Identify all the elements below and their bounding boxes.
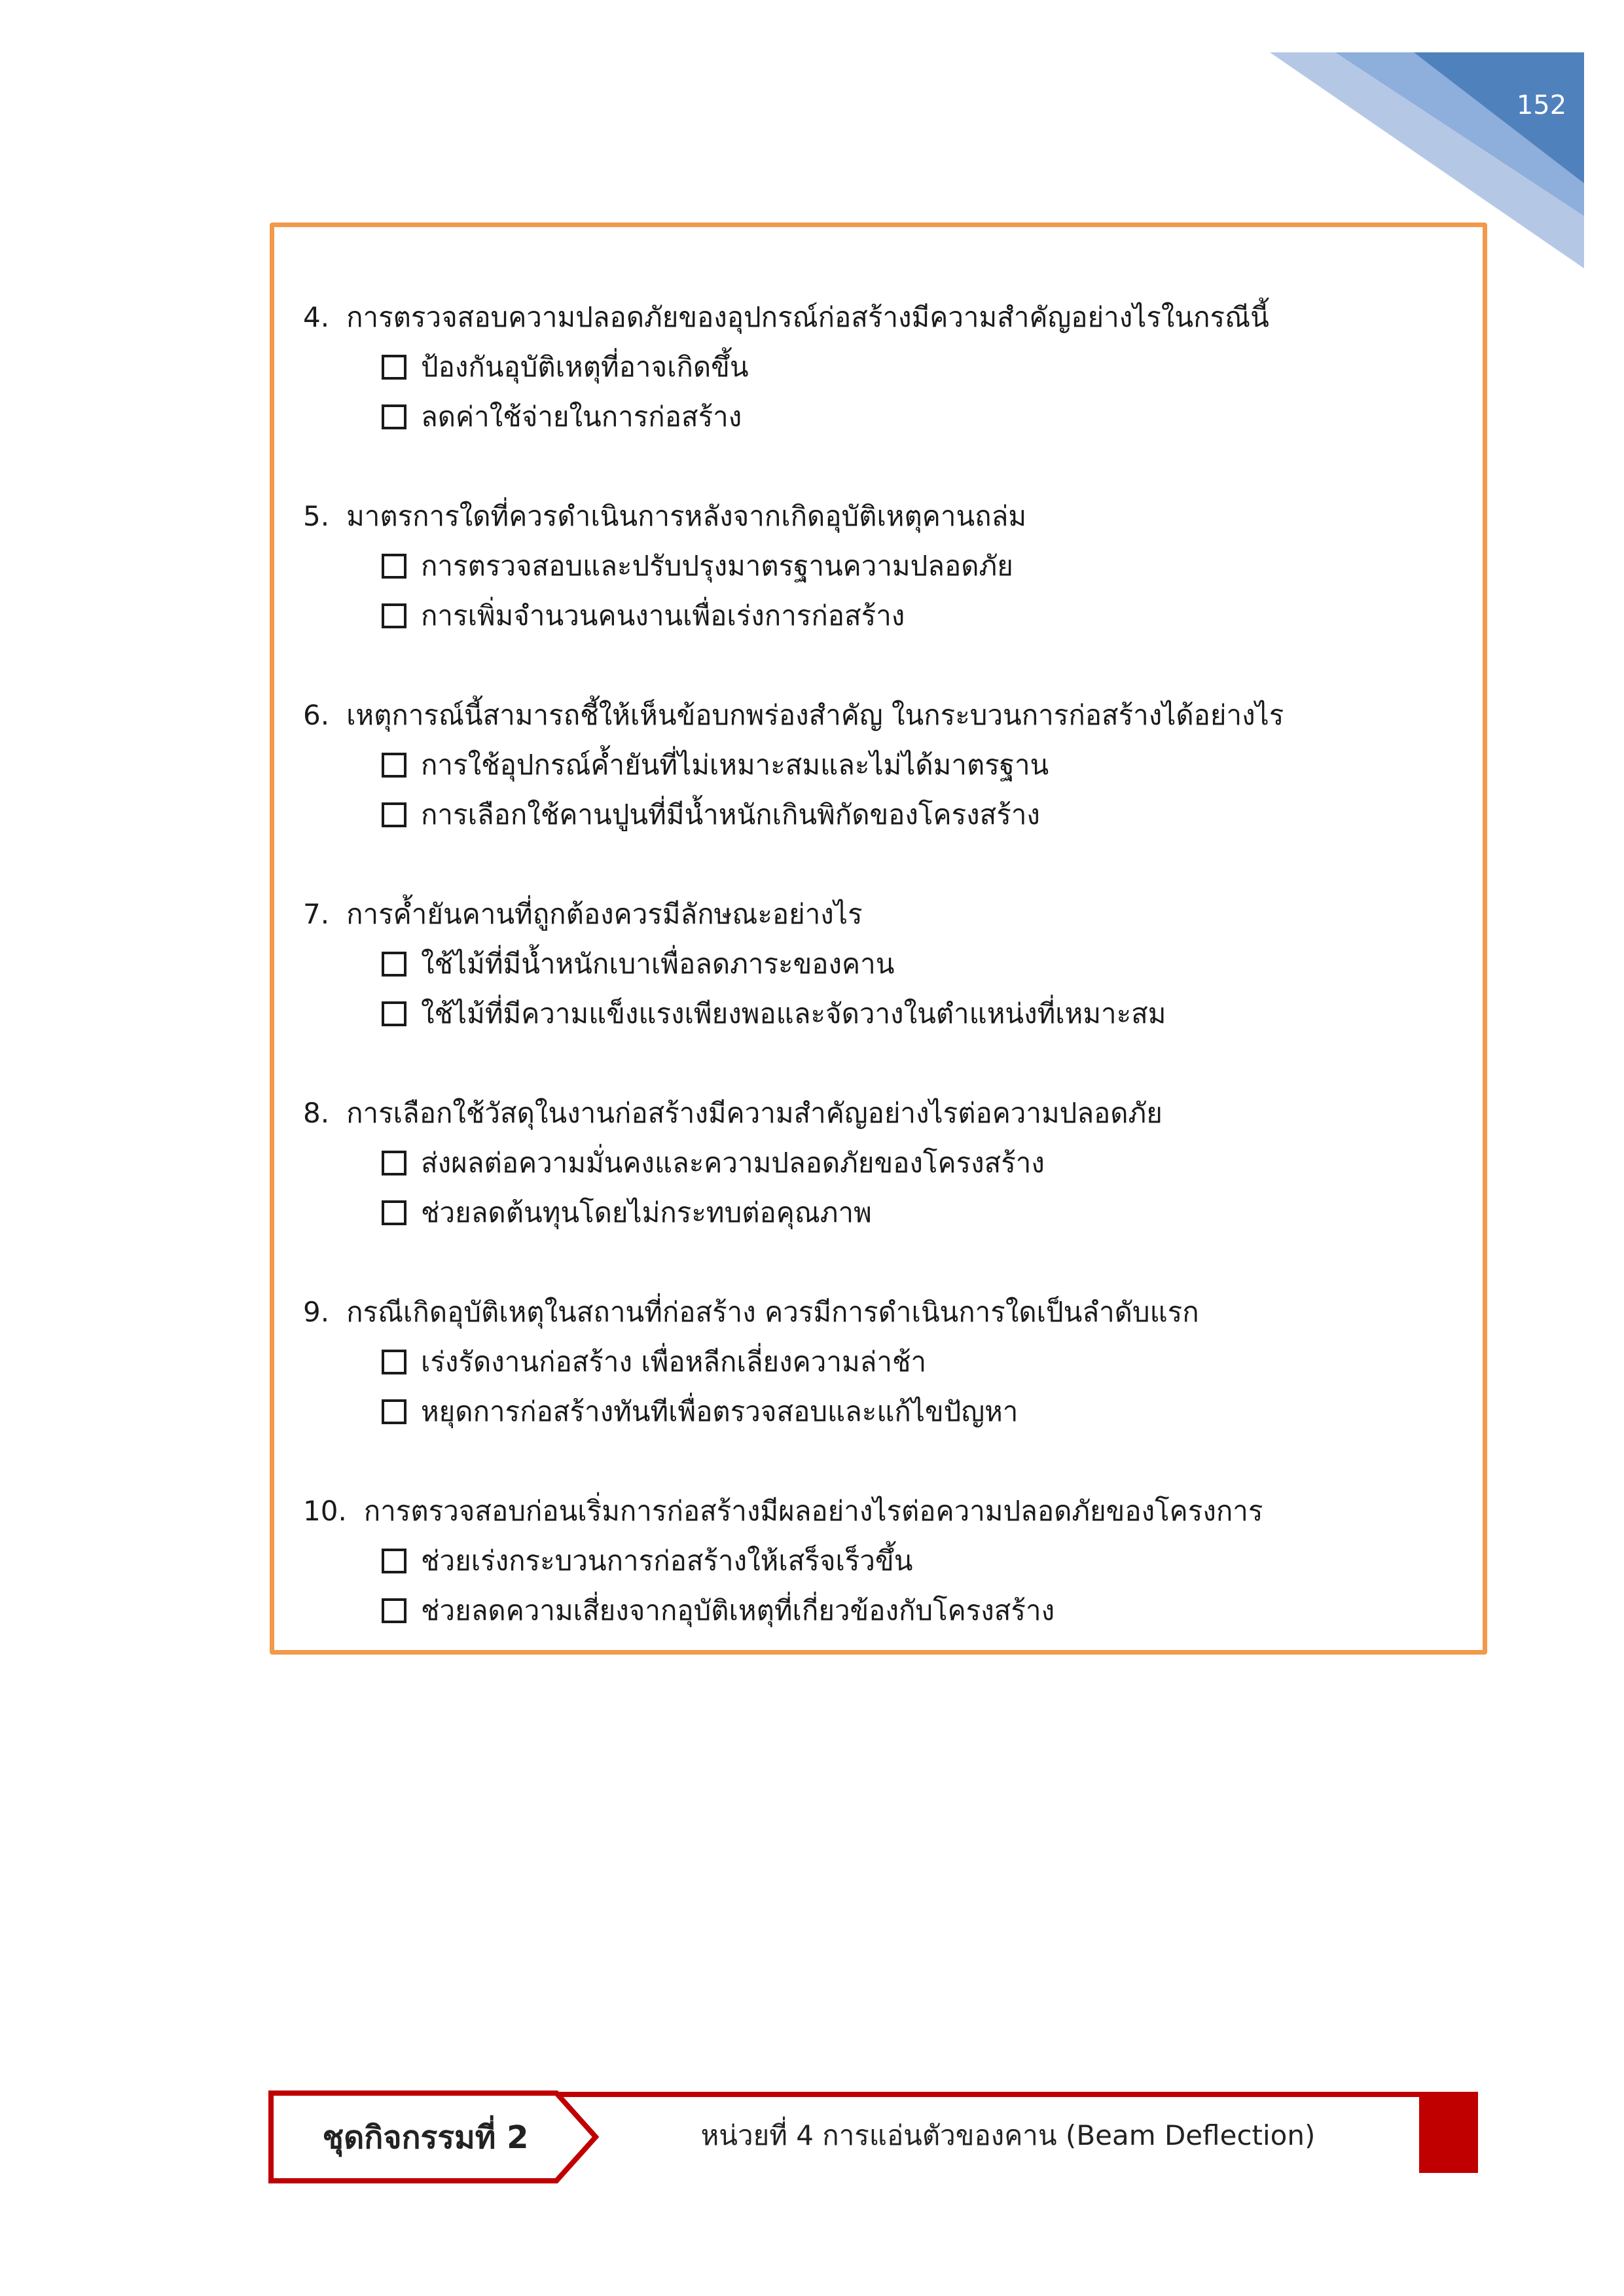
page-number: 152 [1516, 90, 1567, 120]
question-line [303, 1486, 1455, 1536]
option-label: ใช้ไม้ที่มีน้ำหนักเบาเพื่อลดภาระของคาน [421, 948, 895, 980]
option-label: ใช้ไม้ที่มีความแข็งแรงเพียงพอและจัดวางในตำแหน่งที่เหมาะสม [421, 997, 1166, 1030]
question-text: กรณีเกิดอุบัติเหตุในสถานที่ก่อสร้าง ควรมีการดำเนินการใดเป็นลำดับแรก [346, 1296, 1199, 1328]
question-item [303, 1088, 1455, 1238]
question-line [303, 889, 1455, 939]
option-label: ลดค่าใช้จ่ายในการก่อสร้าง [421, 401, 742, 433]
question-text: การตรวจสอบก่อนเริ่มการก่อสร้างมีผลอย่างไรต่อความปลอดภัยของโครงการ [363, 1495, 1263, 1527]
answer-option[interactable] [382, 740, 1455, 790]
option-label: ช่วยลดต้นทุนโดยไม่กระทบต่อคุณภาพ [421, 1196, 872, 1229]
option-label: เร่งรัดงานก่อสร้าง เพื่อหลีกเลี่ยงความล่าช้า [421, 1346, 927, 1378]
question-text: มาตรการใดที่ควรดำเนินการหลังจากเกิดอุบัติเหตุคานถล่ม [346, 500, 1027, 532]
question-line [303, 691, 1455, 740]
question-item [303, 1287, 1455, 1437]
option-label: ช่วยลดความเสี่ยงจากอุบัติเหตุที่เกี่ยวข้องกับโครงสร้าง [421, 1594, 1055, 1626]
question-number: 9. [303, 1296, 330, 1328]
option-label: ป้องกันอุบัติเหตุที่อาจเกิดขึ้น [421, 351, 749, 383]
answer-option[interactable] [382, 1337, 1455, 1387]
answer-checkbox[interactable] [382, 1399, 406, 1424]
question-number: 10. [303, 1495, 347, 1527]
activity-label: ชุดกิจกรรมที่ 2 [322, 2119, 529, 2156]
answer-checkbox[interactable] [382, 1151, 406, 1175]
question-number: 6. [303, 699, 330, 731]
option-label: การใช้อุปกรณ์ค้ำยันที่ไม่เหมาะสมและไม่ได้มาตรฐาน [421, 749, 1049, 781]
option-list [303, 1337, 1455, 1437]
answer-checkbox[interactable] [382, 603, 406, 628]
option-label: การเพิ่มจำนวนคนงานเพื่อเร่งการก่อสร้าง [421, 600, 905, 632]
question-line [303, 1088, 1455, 1138]
option-list [303, 740, 1455, 840]
question-text: เหตุการณ์นี้สามารถชี้ให้เห็นข้อบกพร่องสำคัญ ในกระบวนการก่อสร้างได้อย่างไร [346, 699, 1284, 731]
answer-option[interactable] [382, 392, 1455, 442]
question-item [303, 691, 1455, 840]
quiz-box [270, 223, 1487, 1655]
question-item [303, 293, 1455, 442]
answer-option[interactable] [382, 591, 1455, 641]
answer-checkbox[interactable] [382, 1598, 406, 1623]
question-item [303, 492, 1455, 641]
option-label: ช่วยเร่งกระบวนการก่อสร้างให้เสร็จเร็วขึ้น [421, 1545, 913, 1577]
question-item [303, 1486, 1455, 1636]
answer-option[interactable] [382, 541, 1455, 591]
option-label: การเลือกใช้คานปูนที่มีน้ำหนักเกินพิกัดของโครงสร้าง [421, 798, 1040, 831]
answer-option[interactable] [382, 790, 1455, 840]
question-text: การตรวจสอบความปลอดภัยของอุปกรณ์ก่อสร้างมีความสำคัญอย่างไรในกรณีนี้ [346, 301, 1269, 333]
answer-checkbox[interactable] [382, 1350, 406, 1374]
answer-checkbox[interactable] [382, 1001, 406, 1026]
footer-red-block [1419, 2092, 1478, 2173]
question-text: การค้ำยันคานที่ถูกต้องควรมีลักษณะอย่างไร [346, 898, 863, 930]
unit-title: หน่วยที่ 4 การแอ่นตัวของคาน (Beam Deflection) [700, 2119, 1316, 2151]
question-number: 4. [303, 301, 330, 333]
answer-option[interactable] [382, 1188, 1455, 1238]
answer-checkbox[interactable] [382, 554, 406, 579]
answer-option[interactable] [382, 1138, 1455, 1188]
question-list [303, 293, 1455, 1685]
question-number: 7. [303, 898, 330, 930]
answer-option[interactable] [382, 342, 1455, 392]
answer-option[interactable] [382, 1586, 1455, 1636]
option-label: การตรวจสอบและปรับปรุงมาตรฐานความปลอดภัย [421, 550, 1013, 582]
question-item [303, 889, 1455, 1039]
answer-checkbox[interactable] [382, 404, 406, 429]
question-number: 5. [303, 500, 330, 532]
question-line [303, 1287, 1455, 1337]
option-list [303, 342, 1455, 442]
question-line [303, 492, 1455, 541]
answer-checkbox[interactable] [382, 1200, 406, 1225]
answer-option[interactable] [382, 989, 1455, 1039]
question-text: การเลือกใช้วัสดุในงานก่อสร้างมีความสำคัญอย่างไรต่อความปลอดภัย [346, 1097, 1163, 1129]
option-list [303, 541, 1455, 641]
option-list [303, 939, 1455, 1039]
option-label: หยุดการก่อสร้างทันทีเพื่อตรวจสอบและแก้ไขปัญหา [421, 1395, 1019, 1427]
answer-option[interactable] [382, 939, 1455, 989]
option-list [303, 1138, 1455, 1238]
question-line [303, 293, 1455, 342]
answer-checkbox[interactable] [382, 1549, 406, 1573]
option-label: ส่งผลต่อความมั่นคงและความปลอดภัยของโครงสร้าง [421, 1147, 1045, 1179]
answer-checkbox[interactable] [382, 753, 406, 778]
answer-checkbox[interactable] [382, 802, 406, 827]
answer-option[interactable] [382, 1536, 1455, 1586]
question-number: 8. [303, 1097, 330, 1129]
answer-checkbox[interactable] [382, 355, 406, 380]
answer-checkbox[interactable] [382, 952, 406, 977]
answer-option[interactable] [382, 1387, 1455, 1437]
option-list [303, 1536, 1455, 1636]
